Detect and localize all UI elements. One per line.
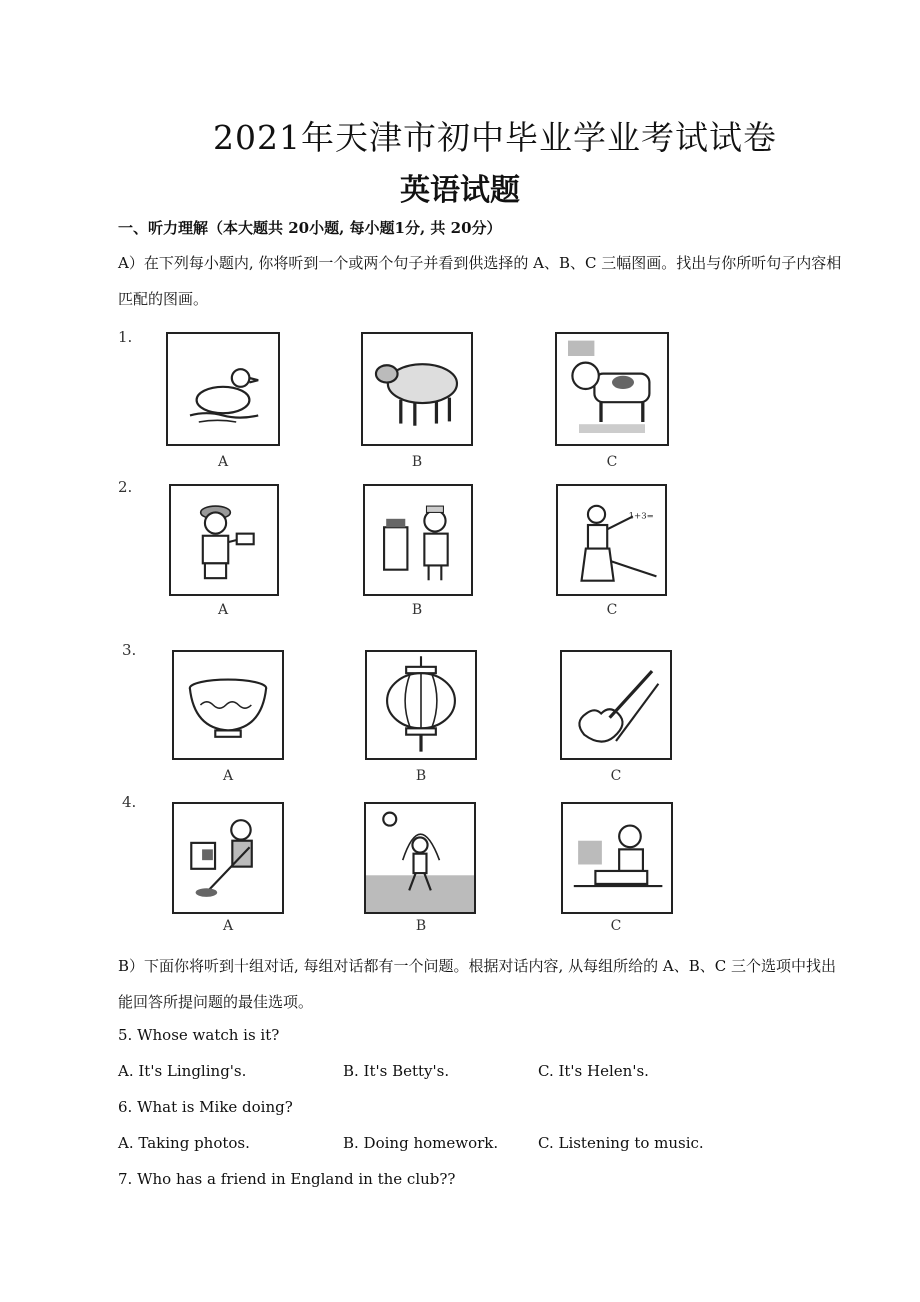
option-label: C <box>606 602 618 618</box>
item-number: 1. <box>118 328 133 346</box>
item-number: 4. <box>122 793 137 811</box>
exam-subtitle: 英语试题 <box>400 173 520 208</box>
option-label: C <box>610 768 622 784</box>
lantern-icon[interactable] <box>365 650 477 760</box>
item-number: 2. <box>118 478 133 496</box>
option-label: B <box>415 768 427 784</box>
option-label: B <box>415 918 427 934</box>
option-label: C <box>606 454 618 470</box>
item-number: 3. <box>122 641 137 659</box>
question-7: 7. Who has a friend in England in the club?? <box>118 1170 456 1188</box>
section-heading: 一、听力理解（本大题共 20小题, 每小题1分, 共 20分） <box>118 219 502 237</box>
option-5b[interactable]: B. It's Betty's. <box>343 1062 450 1080</box>
sheep-icon[interactable] <box>361 332 473 446</box>
part-a-intro: A）在下列每小题内, 你将听到一个或两个句子并看到供选择的 A、B、C 三幅图画。找出与你所听句子内容相匹配的图画。 <box>118 254 842 308</box>
option-5c[interactable]: C. It's Helen's. <box>538 1062 649 1080</box>
option-label: B <box>411 454 423 470</box>
option-label: A <box>222 768 234 784</box>
option-6a[interactable]: A. Taking photos. <box>118 1134 250 1152</box>
violin-icon[interactable] <box>560 650 672 760</box>
cow-icon[interactable] <box>555 332 669 446</box>
reading-boy-icon[interactable] <box>561 802 673 914</box>
question-5: 5. Whose watch is it? <box>118 1026 280 1044</box>
option-label: A <box>217 602 229 618</box>
option-5a[interactable]: A. It's Lingling's. <box>118 1062 247 1080</box>
exam-title: 2021年天津市初中毕业学业考试试卷 <box>213 118 777 157</box>
question-6: 6. What is Mike doing? <box>118 1098 293 1116</box>
postman-icon[interactable] <box>169 484 279 596</box>
option-6b[interactable]: B. Doing homework. <box>343 1134 499 1152</box>
teacher-icon[interactable] <box>556 484 667 596</box>
duck-icon[interactable] <box>166 332 280 446</box>
option-label: A <box>222 918 234 934</box>
option-label: A <box>217 454 229 470</box>
part-b-intro: B）下面你将听到十组对话, 每组对话都有一个问题。根据对话内容, 从每组所给的 A、B、C 三个选项中找出能回答所提问题的最佳选项。 <box>118 957 836 1011</box>
nurse-icon[interactable] <box>363 484 473 596</box>
option-6c[interactable]: C. Listening to music. <box>538 1134 704 1152</box>
sweeping-girl-icon[interactable] <box>172 802 284 914</box>
bowl-icon[interactable] <box>172 650 284 760</box>
svg-text:1+3=: 1+3= <box>628 511 654 522</box>
option-label: C <box>610 918 622 934</box>
skipping-girl-icon[interactable] <box>364 802 476 914</box>
option-label: B <box>411 602 423 618</box>
